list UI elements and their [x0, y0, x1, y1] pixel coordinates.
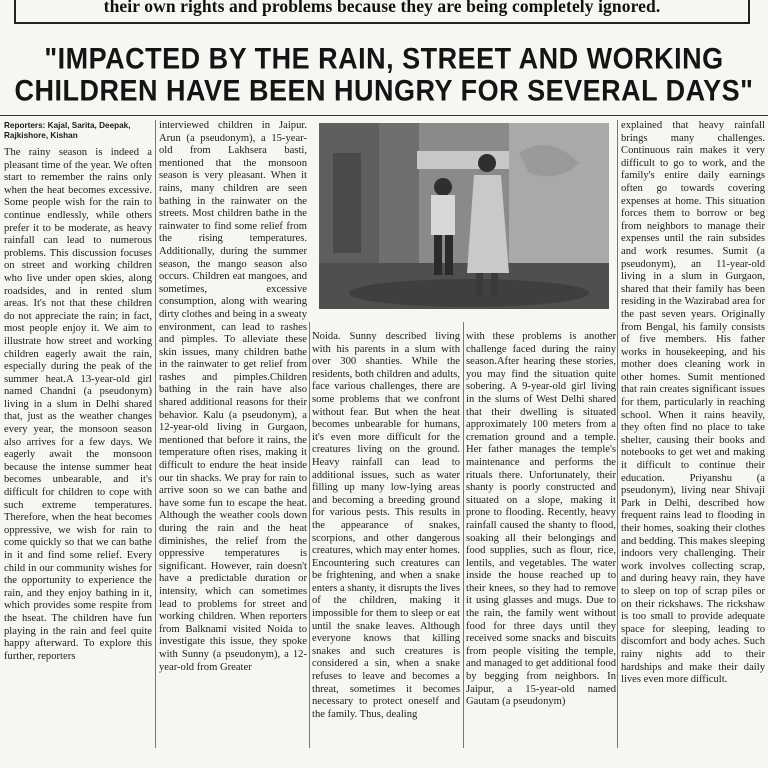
article-column-4 — [466, 331, 616, 709]
column-1-text: The rainy season is indeed a pleasant time of the year. We often start to remember the rains only when the heat becomes excessive. Some people wish for the rain to continue endlessly, while others prefer it to be moderate, as heavy rainfall can lead to numerous problems. This discussion focuses on street and working children who live under open skies, along roadsides, and in rented slum areas. It's not that these children do not appreciate the rain; in fact, most people enjoy it. We aim to illustrate how street and working children eagerly await the rain, especially during the peak of the summer heat.A 13-year-old girl named Chandni (a pseudonym) living in a slum in Delhi shared that, just as the weather changes every year, the monsoon season also arrives for a few days. We eagerly await the monsoon because the intense summer heat becomes unbearable, and it's difficult for children to cope with such extreme temperatures. Therefore, when the heat becomes oppressive, we wish for rain to come quickly so that we can bathe in it and find some relief. Every child in our community wishes for the opportunity to experience the rain, and they enjoy bathing in it, which provides some respite from the hseat. The children have fun playing in the rain and feel quite happy afterward. To explore this further, reporters — [4, 147, 152, 662]
headline-line-2: CHILDREN HAVE BEEN HUNGRY FOR SEVERAL DAYS" — [14, 74, 754, 108]
reporters-byline: Reporters: Kajal, Sarita, Deepak, Rajkishore, Kishan — [4, 121, 131, 140]
column-2-text: interviewed children in Jaipur. Arun (a pseudonym), a 15-year-old from Lakhsera basti, mentioned that the monsoon season is very pleasant. When it rains, many children are seen bathing in the rainwater on the streets. Most children bathe in the rainwater to find some relief from the rising temperatures. Additionally, during the summer season, the mango season also occurs. Children eat mangoes, and sometimes, excessive consumption, along with wearing dirty clothes and being in a sweaty environment, can lead to rashes and pimples. To alleviate these skin issues, many children bathe in the rainwater to get relief from rashes and pimples.Children bathing in the rain have also shared additional reasons for their behavior. Kalu (a pseudonym), a 12-year-old living in Gurgaon, mentioned that before it rains, the temperature often rises, making it difficult to endure the heat inside our tin shacks. We pray for rain to arrive soon so we can bathe and have some fun to escape the heat. Although the weather cools down during the rain and the heat diminishes, the relief from the oppressive temperatures is significant. However, rain doesn't have a predictable duration or intensity, which can sometimes lead to problems for street and working children. When reporters from Balknami visited Noida to investigate this issue, they spoke with Sunny (a pseudonym), a 12-year-old from Greater — [159, 120, 307, 673]
headline-line-1: "IMPACTED BY THE RAIN, STREET AND WORKING — [44, 42, 724, 76]
column-divider — [309, 322, 310, 748]
article-column-3 — [312, 331, 460, 721]
top-banner-box — [14, 0, 750, 24]
top-banner-text: their own rights and problems because they are being completely ignored. — [103, 0, 661, 16]
article-photo — [319, 123, 609, 309]
column-3-text: Noida. Sunny described living with his parents in a slum with over 300 shanties. While the residents, both children and adults, face various challenges, there are some problems that we confront without fear. But when the heat becomes unbearable for humans, it's even more difficult for the creatures living on the ground. Heavy rainfall can lead to additional issues, such as water filling up many low-lying areas and becoming a breeding ground for various pests. This results in the appearance of snakes, scorpions, and other dangerous creatures, which may enter homes. Encountering such creatures can be frightening, and when a snake enters a shanty, it disrupts the lives of the children, making it impossible for them to sleep or eat until the snake leaves. Although everyone knows that killing snakes and such creatures is considered a sin, when a snake refuses to leave and becomes a threat, sometimes it becomes necessary to protect oneself and the family. Thus, dealing — [312, 331, 460, 720]
photo-illustration — [319, 123, 609, 309]
column-divider — [617, 120, 618, 748]
article-column-2 — [159, 120, 307, 674]
column-divider — [463, 322, 464, 748]
column-5-text: explained that heavy rainfall brings many challenges. Continuous rain makes it very difficult to go to work, and the family's entire daily earnings often go towards covering expenses at home. This situation forces them to borrow or beg from neighbors to manage their expenses until the rain subsides and work resumes. Sumit (a pseudonym), an 11-year-old living in a slum in Gurgaon, shared that their family has been residing in the Wazirabad area for the past seven years. Originally from Bengal, his family consists of five members. His father works in housekeeping, and his mother does cleaning work in other homes. Sumit mentioned that rain creates significant issues for them, particularly in reaching school. When it rains heavily, they often find no place to take shelter, causing their books and notebooks to get wet and making it difficult to continue their education. Priyanshu (a pseudonym), living near Shivaji Park in Delhi, described how frequent rains lead to flooding in their homes, soaking their clothes and bedding. This makes sleeping indoors very challenging. Their work involves collecting scrap, and during heavy rain, they have to sleep on top of scrap piles or on their rickshaws. The rickshaw is too small to provide adequate space for sleeping, leading to discomfort and body aches. Such rainy nights add to their hardships and make their daily lives even more difficult. — [621, 120, 765, 686]
article-column-1 — [4, 120, 152, 663]
column-4-text: with these problems is another challenge faced during the rainy season.After hearing these stories, you may find the situation quite sobering. A 9-year-old girl living in the slums of West Delhi shared that their dwelling is situated approximately 100 meters from a cremation ground and a temple. Her father manages the temple's maintenance and performs the rituals there. Unfortunately, their shanty is poorly constructed and situated on a slope, making it prone to flooding. Recently, heavy rainfall caused the shanty to flood, soaking all their belongings and food supplies, such as flour, rice, lentils, and vegetables. The water inside the house reached up to their knees, so they had to remove it using glasses and mugs. Due to the rain, the family went without food for three days until they received some snacks and biscuits from people visiting the temple, and managed to get additional food by begging from neighbors. In Jaipur, a 15-year-old named Gautam (a pseudonym) — [466, 331, 616, 708]
headline-rule — [0, 115, 768, 116]
column-divider — [155, 120, 156, 748]
article-column-5 — [621, 120, 765, 687]
